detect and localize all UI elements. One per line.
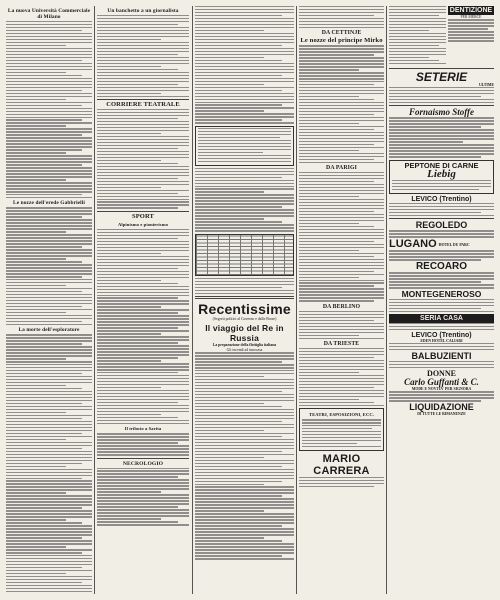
ad-title: LEVICO (Trentino) bbox=[411, 331, 472, 339]
article-body bbox=[6, 21, 92, 198]
top-ad-row bbox=[389, 6, 494, 66]
ad-brand: Liebig bbox=[427, 168, 456, 181]
section-heading: DA CETTINJE bbox=[321, 30, 362, 37]
ad-body bbox=[389, 250, 494, 260]
divider bbox=[389, 68, 494, 69]
article-body bbox=[299, 172, 384, 302]
ad-subtitle: EDEN HOTEL CALIARI bbox=[420, 338, 463, 343]
ad-title: REGOLEDO bbox=[415, 220, 468, 231]
ad-title: RECOARO bbox=[415, 261, 468, 273]
ad-title: DONNE bbox=[427, 368, 456, 378]
ad-body bbox=[299, 477, 384, 487]
article-subheading: Gli incendi ad innocasa bbox=[226, 347, 263, 352]
article-heading: Il tributo a Sarita bbox=[124, 426, 162, 432]
divider bbox=[97, 99, 189, 100]
article-body bbox=[97, 15, 189, 97]
divider bbox=[195, 296, 294, 299]
article-heading: Le nozze dell'erede Gabbrielli bbox=[13, 200, 85, 207]
ad-dentizione bbox=[448, 6, 494, 66]
ad-body bbox=[448, 19, 494, 41]
article-body bbox=[97, 468, 189, 526]
column-1 bbox=[6, 6, 92, 594]
ad-body bbox=[389, 323, 494, 330]
ad-body bbox=[392, 180, 491, 190]
ad-subtitle: HOTEL DU PARC bbox=[438, 242, 470, 247]
divider bbox=[97, 458, 189, 459]
column-5 bbox=[389, 6, 494, 594]
ad-body bbox=[389, 343, 494, 350]
ad-body bbox=[389, 117, 494, 157]
ad-title: LEVICO (Trentino) bbox=[411, 196, 472, 204]
notice-box bbox=[195, 126, 294, 166]
ad-title: SETERIE bbox=[415, 69, 468, 84]
section-heading: DA PARIGI bbox=[326, 165, 357, 172]
ad-box bbox=[389, 160, 494, 194]
section-heading: DA TRIESTE bbox=[323, 341, 360, 348]
article-body bbox=[195, 6, 294, 124]
article-heading: Le nozze del principe Mirko bbox=[300, 37, 383, 45]
column-rule bbox=[386, 6, 387, 594]
article-subheading: La preparazione della flottiglia italiana bbox=[212, 343, 277, 348]
article-body bbox=[195, 278, 294, 294]
ad-title: PEPTONE DI CARNE bbox=[404, 160, 479, 170]
column-4 bbox=[299, 6, 384, 594]
column-rule bbox=[192, 6, 193, 594]
article-body bbox=[299, 45, 384, 163]
ad-body bbox=[389, 299, 494, 312]
article-body bbox=[97, 229, 189, 424]
article-body bbox=[299, 348, 384, 406]
data-table bbox=[195, 234, 294, 276]
ad-title: BALBUZIENTI bbox=[411, 350, 472, 361]
article-body bbox=[6, 207, 92, 325]
article-body bbox=[299, 6, 384, 28]
ad-body bbox=[389, 6, 446, 64]
section-heading: NECROLOGIO bbox=[122, 460, 164, 467]
ad-subtitle: DI TUTTE LE RIMANENZE bbox=[417, 412, 466, 417]
article-heading: Il viaggio del Re in Russia bbox=[205, 323, 284, 344]
ad-title: MONTEGENEROSO bbox=[401, 289, 482, 300]
ad-box bbox=[299, 408, 384, 451]
ad-body bbox=[389, 203, 494, 216]
ad-body bbox=[389, 361, 494, 368]
section-title: Recentissime bbox=[198, 300, 291, 317]
ad-body bbox=[389, 230, 494, 237]
ad-body bbox=[389, 87, 494, 103]
ad-title: LIQUIDAZIONE bbox=[409, 402, 474, 413]
article-body bbox=[195, 352, 294, 559]
ad-title: LUGANO bbox=[389, 238, 437, 251]
ad-heading: TEATRI, ESPOSIZIONI, ECC. bbox=[308, 412, 375, 418]
article-body bbox=[6, 334, 92, 594]
divider bbox=[389, 218, 494, 219]
ad-subtitle: ULTIME bbox=[478, 82, 494, 87]
notice-body bbox=[198, 128, 291, 162]
article-heading: La morte dell'esploratore bbox=[18, 327, 80, 334]
ad-subtitle: MODE E NOVITA' PER SIGNORA bbox=[411, 386, 472, 391]
article-heading: Alpinismo e pionierismo bbox=[117, 221, 169, 227]
article-heading: La nuova Università Commerciale di Milano bbox=[7, 8, 91, 20]
ad-body bbox=[389, 391, 494, 401]
ad-subtitle: PER MERCE bbox=[460, 15, 482, 19]
ad-title: SERIA CASA bbox=[389, 314, 494, 323]
column-rule bbox=[94, 6, 95, 594]
column-rule bbox=[296, 6, 297, 594]
article-body bbox=[97, 109, 189, 209]
ad-body bbox=[389, 272, 494, 288]
section-heading: DA BERLINO bbox=[322, 303, 361, 310]
section-heading: SPORT bbox=[132, 212, 154, 220]
ad-title: MARIO CARRERA bbox=[313, 452, 370, 477]
ad-row bbox=[389, 239, 494, 250]
divider bbox=[389, 105, 494, 106]
article-body bbox=[195, 168, 294, 232]
article-heading: Un banchetto a un giornalista bbox=[107, 8, 179, 14]
section-heading: CORRIERE TEATRALE bbox=[106, 100, 180, 108]
ad-title: DENTIZIONE bbox=[449, 7, 493, 14]
column-2 bbox=[97, 6, 189, 594]
section-subtitle: (Segreti politici al Governo e dalle Borse) bbox=[212, 316, 277, 321]
column-3 bbox=[195, 6, 294, 594]
article-body bbox=[299, 311, 384, 339]
ad-title: Fornaismo Stoffe bbox=[408, 107, 475, 118]
article-body bbox=[97, 433, 189, 455]
ad-body bbox=[302, 419, 381, 447]
ad-left bbox=[389, 6, 446, 66]
divider bbox=[97, 211, 189, 212]
ad-title: Carlo Guffanti & C. bbox=[404, 376, 479, 387]
